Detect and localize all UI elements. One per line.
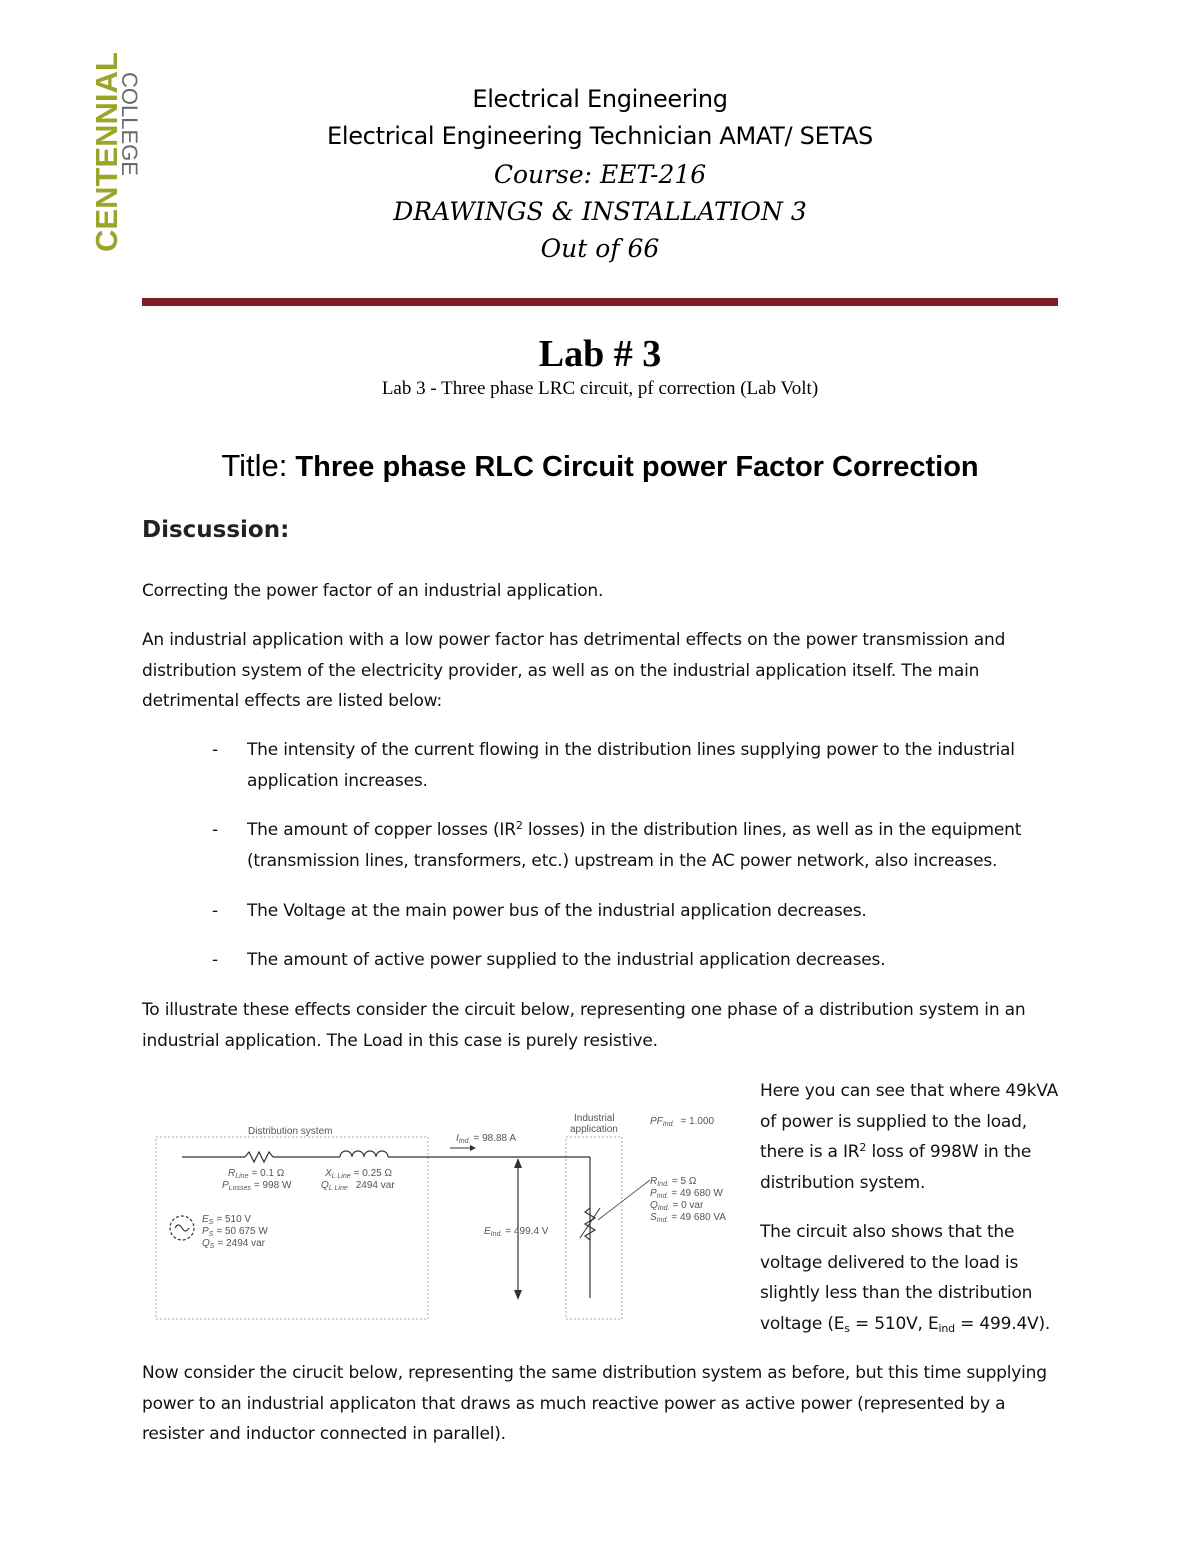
side-paragraph-1 — [760, 1076, 1065, 1198]
industrial-label-1: Industrial — [574, 1113, 615, 1124]
current-label: $I_{Ind.} = 98.88$ A — [456, 1133, 517, 1145]
bullet-dash: - — [212, 820, 218, 840]
bullet-dash: - — [212, 901, 218, 921]
p-ind-label: $P_{Ind.} = 49$ 680 W — [650, 1188, 723, 1200]
q-ind-label: $Q_{Ind.} = 0$ var — [650, 1200, 704, 1212]
discussion-paragraph-1: An industrial application with a low power factor has detrimental effects on the power transmission and distribution system of the electricity provider, as well as on the industrial application itself. The main detrimental effects are listed below: — [142, 630, 1006, 711]
p-losses-label: $P_{Losses} = 998$ W — [222, 1180, 292, 1192]
industrial-label-2: application — [570, 1124, 618, 1135]
title-label: Title: — [221, 448, 288, 483]
side-text: = 499.4V). — [954, 1313, 1051, 1334]
ac-wave-icon — [175, 1225, 189, 1231]
lab-subtitle: Lab 3 - Three phase LRC circuit, pf correction (Lab Volt) — [381, 378, 819, 399]
bullet-text-start: The amount of copper losses (IR — [247, 820, 516, 840]
bullet-dash: - — [212, 740, 218, 760]
logo-word-centennial: CENTENNIAL — [89, 52, 124, 252]
lab-title — [0, 448, 1200, 484]
bullet-text: The Voltage at the main power bus of the industrial application decreases. — [247, 901, 867, 921]
label-pointer — [598, 1180, 650, 1220]
title-text: Three phase RLC Circuit power Factor Correction — [295, 451, 979, 483]
side-text: = 510V, E — [849, 1313, 939, 1334]
industrial-box — [566, 1137, 622, 1319]
discussion-paragraph-3: Now consider the cirucit below, representing the same distribution system as before, but this time supplying power to an industrial applicaton that draws as much reactive power as active power (represented by a resister and inductor connected in parallel). — [142, 1363, 1047, 1444]
r-ind-label: $R_{Ind.} = 5$ Ω — [650, 1176, 697, 1188]
line-resistor — [245, 1152, 273, 1162]
distribution-label: Distribution system — [248, 1126, 333, 1137]
circuit-diagram — [150, 1108, 740, 1323]
subscript: s — [844, 1321, 850, 1335]
pf-label: $PF_{Ind.} = 1.000$ — [650, 1116, 715, 1128]
discussion-intro: Correcting the power factor of an industrial application. — [142, 581, 604, 601]
superscript: 2 — [515, 819, 523, 832]
side-text: loss of 998W in the distribution system. — [760, 1142, 1032, 1193]
bullet-text — [247, 815, 1062, 876]
header-divider — [142, 298, 1058, 306]
voltage-arrowhead-bottom — [514, 1290, 522, 1300]
bullet-text: The intensity of the current flowing in the distribution lines supplying power to the industrial application increases. — [247, 740, 1015, 791]
ps-label: $P_S = 50$ 675 W — [202, 1226, 268, 1238]
discussion-paragraph-2: To illustrate these effects consider the circuit below, representing one phase of a distribution system in an industrial application. The Load in this case is purely resistive. — [142, 1000, 1026, 1051]
bullet-text: The amount of active power supplied to the industrial application decreases. — [247, 950, 886, 970]
subscript: ind — [938, 1321, 955, 1335]
lab-number: Lab # 3 — [538, 333, 662, 375]
side-text: The circuit also shows that the voltage delivered to the load is slightly less than the distribution voltage (E — [760, 1222, 1033, 1334]
x-line-label: $X_{L Line} = 0.25$ Ω — [325, 1168, 392, 1180]
es-label: $E_S = 510$ V — [202, 1214, 252, 1226]
bullet-dash: - — [212, 950, 218, 970]
department-title: Electrical Engineering — [472, 85, 728, 113]
side-text: Here you can see that where 49kVA of power is supplied to the load, there is a IR — [760, 1081, 1059, 1162]
superscript: 2 — [859, 1141, 867, 1154]
discussion-heading: Discussion: — [142, 517, 290, 543]
current-arrowhead — [470, 1145, 476, 1151]
line-inductor — [340, 1151, 388, 1157]
program-title: Electrical Engineering Technician AMAT/ SETAS — [326, 122, 873, 150]
course-name: DRAWINGS & INSTALLATION 3 — [393, 197, 807, 226]
qs-label: $Q_S = 2494$ var — [202, 1238, 265, 1250]
total-marks: Out of 66 — [540, 234, 660, 263]
bullet-text-end: losses) in the distribution lines, as well as in the equipment (transmission lines, transformers, etc.) upstream in the AC power network, also increases. — [247, 820, 1022, 871]
distribution-box — [156, 1137, 428, 1319]
e-ind-label: $E_{Ind.} = 499.4$ V — [484, 1226, 549, 1238]
logo-word-college: COLLEGE — [117, 72, 142, 176]
voltage-arrowhead-top — [514, 1158, 522, 1168]
course-code: Course: EET-216 — [493, 160, 707, 189]
side-paragraph-2 — [760, 1217, 1065, 1339]
q-line-label: $Q_{L Line}$ 2494 var — [321, 1180, 395, 1192]
s-ind-label: $S_{Ind.} = 49$ 680 VA — [650, 1212, 726, 1224]
r-line-label: $R_{Line} = 0.1$ Ω — [228, 1168, 285, 1180]
